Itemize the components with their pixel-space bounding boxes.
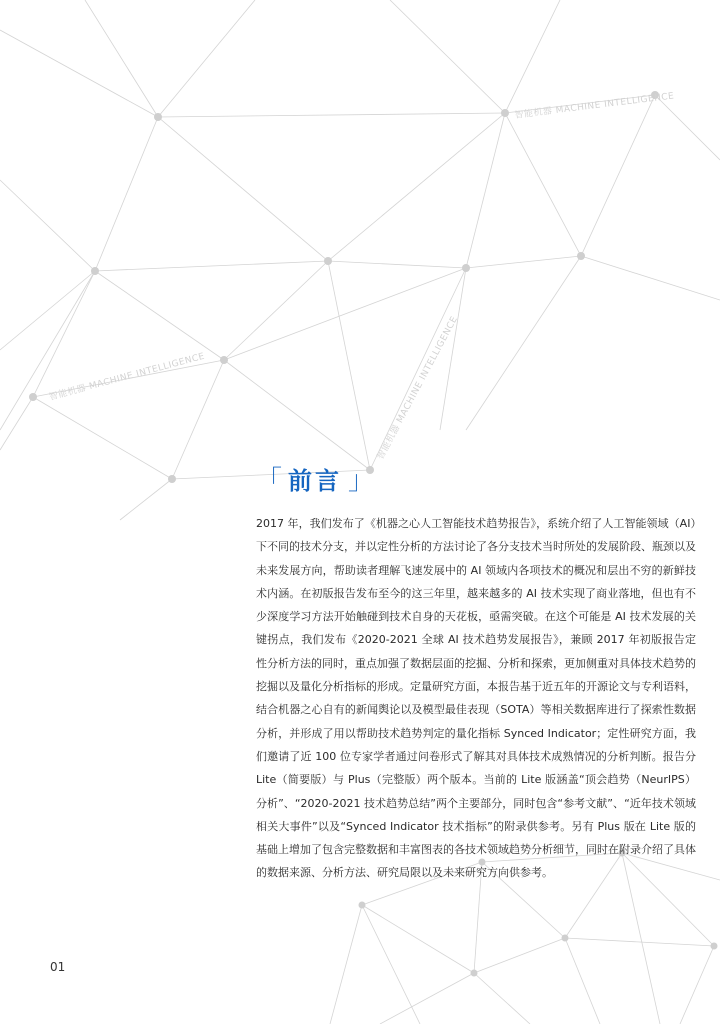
page-number: 01 <box>50 960 66 974</box>
title-close-bracket: 」 <box>348 465 375 496</box>
preface-body-paragraph: 2017 年，我们发布了《机器之心人工智能技术趋势报告》，系统介绍了人工智能领域（AI）下不同的技术分支，并以定性分析的方法讨论了各分支技术当时所处的发展阶段、瓶颈以及未来发展方向，帮助读者理解飞速发展中的 AI 领域内各项技术的概况和层出不穷的新鲜技术内涵。在初版报告发布至今的这三年里，越来越多的 AI 技术实现了商业落地，但也有不少深度学习方法开始触碰到技术自身的天花板，亟需突破。在这个可能是 AI 技术发展的关键拐点，我们发布《2020-2021 全球 AI 技术趋势发展报告》，兼顾 2017 年初版报告定性分析方法的同时，重点加强了数据层面的挖掘、分析和探索，更加侧重对具体技术趋势的挖掘以及量化分析指标的形成。定量研究方面，本报告基于近五年的开源论文与专利语料，结合机器之心自有的新闻舆论以及模型最佳表现（SOTA）等相关数据库进行了探索性数据分析，并形成了用以帮助技术趋势判定的量化指标 Synced Indicator；定性研究方面，我们邀请了近 100 位专家学者通过问卷形式了解其对具体技术成熟情况的分析判断。报告分 Lite（简要版）与 Plus（完整版）两个版本。当前的 Lite 版涵盖“顶会趋势（NeurIPS）分析”、“2020-2021 技术趋势总结”两个主要部分，同时包含“参考文献”、“近年技术领域相关大事件”以及“Synced Indicator 技术指标”的附录供参考。另有 Plus 版在 Lite 版的基础上增加了包含完整数据和丰富图表的各技术领域趋势分析细节，同时在附录介绍了具体的数据来源、分析方法、研究局限以及未来研究方向供参考。 <box>256 517 696 880</box>
watermark-center: 智能机器 MACHINE INTELLIGENCE <box>375 314 461 462</box>
section-title <box>256 458 374 498</box>
title-text: 前言 <box>288 466 343 495</box>
watermark-left: 智能机器 MACHINE INTELLIGENCE <box>48 351 207 403</box>
watermark-top-right: 智能机器 MACHINE INTELLIGENCE <box>514 91 675 121</box>
title-open-bracket: 「 <box>256 465 283 496</box>
